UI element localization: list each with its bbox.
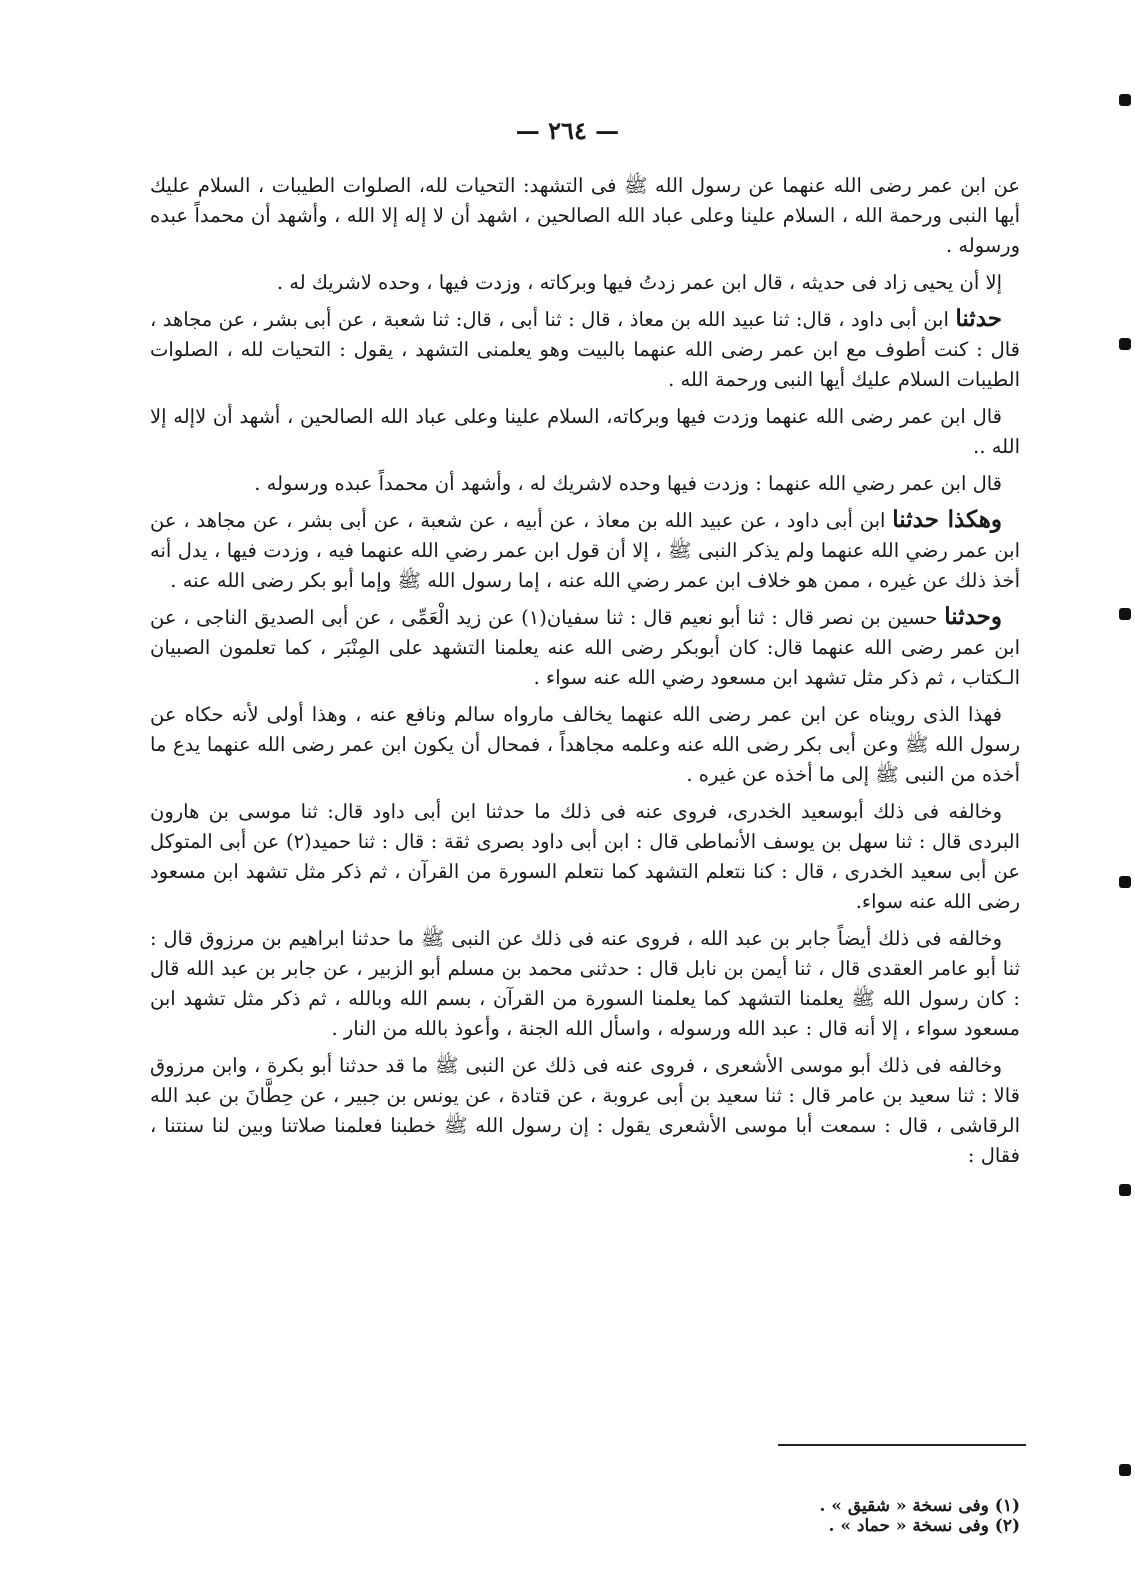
scan-mark — [1119, 338, 1131, 350]
paragraph-text: وخالفه فى ذلك أبو موسى الأشعرى ، فروى عنه فى ذلك عن النبى ﷺ ما قد حدثنا أبو بكرة ، وابن مرزوق قالا : ثنا سعيد بن عامر قال : ثنا سعيد بن أبى عروبة ، عن قتادة ، عن يونس بن جبير ، عن حِطَّانَ بن عبد الله الرقاشى ، قال : سمعت أبا موسى الأشعرى يقول : إن رسول الله ﷺ خطبنا فعلمنا صلاتنا وبين لنا سنتنا ، فقال : — [150, 1054, 1020, 1167]
paragraph-text: حسين بن نصر قال : ثنا أبو نعيم قال : ثنا سفيان(١) عن زيد الْعَمِّى ، عن أبى الصديق الناجى ، عن ابن عمر رضى الله عنهما قال: كان أبوبكر رضى الله عنه يعلمنا التشهد على المِنْبَر ، كما تعلمون الصبيان الـكتاب ، ثم ذكر مثل تشهد ابن مسعود رضي الله عنه سواء . — [150, 606, 1020, 689]
paragraph — [150, 267, 1020, 298]
paragraph — [150, 170, 1020, 261]
scan-mark — [1119, 1464, 1131, 1476]
paragraph-text: ابن أبى داود ، عن عبيد الله بن معاذ ، عن أبيه ، عن شعبة ، عن أبى بشر ، عن مجاهد ، عن ابن عمر رضي الله عنهما ولم يذكر النبى ﷺ ، إلا أن قول ابن عمر رضي الله عنهما فيه ، وزدت فيها ، يدل أنه أخذ ذلك عن غيره ، ممن هو خلاف ابن عمر رضي الله عنه ، إما رسول الله ﷺ وإما أبو بكر رضى الله عنه . — [150, 509, 1020, 592]
paragraph-lead: وهكذا حدثنا — [892, 506, 1002, 533]
footnote: (١) وفى نسخة « شقيق » . — [819, 1496, 1020, 1516]
paragraph-text: وخالفه فى ذلك أيضاً جابر بن عبد الله ، فروى عنه فى ذلك عن النبى ﷺ ما حدثنا ابراهيم بن مرزوق قال : ثنا أبو عامر العقدى قال ، ثنا أيمن بن نابل قال : حدثنى محمد بن مسلم أبو الزبير ، عن جابر بن عبد الله قال : كان رسول الله ﷺ يعلمنا التشهد كما يعلمنا السورة من القرآن ، بسم الله وبالله ، ثم ذكر مثل تشهد ابن مسعود سواء ، إلا أنه قال : عبد الله ورسوله ، واسأل الله الجنة ، وأعوذ بالله من النار . — [150, 927, 1020, 1040]
paragraph — [150, 602, 1020, 693]
footnotes — [330, 1496, 1020, 1536]
paragraph — [150, 1050, 1020, 1171]
page-number: — ٢٦٤ — — [515, 116, 620, 145]
paragraph-lead: وحدثنا — [944, 603, 1002, 630]
paragraph — [150, 699, 1020, 790]
paragraph — [150, 304, 1020, 395]
footnote: (٢) وفى نسخة « حماد » . — [828, 1516, 1020, 1536]
paragraph-text: ابن أبى داود ، قال: ثنا عبيد الله بن معاذ ، قال : ثنا أبى ، قال: ثنا شعبة ، عن أبى بشر ، عن مجاهد ، قال : كنت أطوف مع ابن عمر رضى الله عنهما بالبيت وهو يعلمنى التشهد ، يقول : التحيات لله ، الصلوات الطيبات السلام عليك أيها النبى ورحمة الله . — [150, 308, 1020, 391]
paragraph — [150, 796, 1020, 917]
paragraph — [150, 923, 1020, 1044]
paragraph-text: فهذا الذى رويناه عن ابن عمر رضى الله عنهما يخالف مارواه سالم ونافع عنه ، وهذا أولى لأنه حكاه عن رسول الله ﷺ وعن أبى بكر رضى الله عنه وعلمه مجاهداً ، فمحال أن يكون ابن عمر رضى الله عنهما يدع ما أخذه من النبى ﷺ إلى ما أخذه عن غيره . — [150, 703, 1020, 786]
paragraph — [150, 505, 1020, 596]
scan-mark — [1119, 876, 1131, 888]
paragraph-text: إلا أن يحيى زاد فى حديثه ، قال ابن عمر زدتُ فيها وبركاته ، وزدت فيها ، وحده لاشريك له . — [276, 271, 1002, 294]
scan-mark — [1119, 1184, 1131, 1196]
scan-mark — [1119, 608, 1131, 620]
footnote-separator — [778, 1444, 1026, 1446]
paragraph-text: قال ابن عمر رضى الله عنهما وزدت فيها وبركاته، السلام علينا وعلى عباد الله الصالحين ، أشهد أن لاإله إلا الله .. — [150, 405, 1020, 458]
paragraph — [150, 468, 1020, 499]
paragraph-text: وخالفه فى ذلك أبوسعيد الخدرى، فروى عنه فى ذلك ما حدثنا ابن أبى داود قال: ثنا موسى بن هارون البردى قال : ثنا سهل بن يوسف الأنماطى قال : ابن أبى داود بصرى ثقة : قال : ثنا حميد(٢) عن أبى المتوكل عن أبى سعيد الخدرى ، قال : كنا نتعلم التشهد كما نتعلم السورة من القرآن ، ثم ذكر مثل تشهد ابن مسعود رضى الله عنه سواء. — [150, 800, 1020, 913]
paragraph-text: عن ابن عمر رضى الله عنهما عن رسول الله ﷺ فى التشهد: التحيات لله، الصلوات الطيبات ، السلام عليك أيها النبى ورحمة الله ، السلام علينا وعلى عباد الله الصالحين ، اشهد أن لا إله إلا الله ، وأشهد أن محمداً عبده ورسوله . — [150, 174, 1020, 257]
paragraph — [150, 401, 1020, 462]
scan-mark — [1119, 94, 1131, 106]
body-text — [150, 170, 1020, 1177]
paragraph-lead: حدثنا — [955, 305, 1002, 332]
paragraph-text: قال ابن عمر رضي الله عنهما : وزدت فيها وحده لاشريك له ، وأشهد أن محمداً عبده ورسوله . — [254, 472, 1002, 495]
